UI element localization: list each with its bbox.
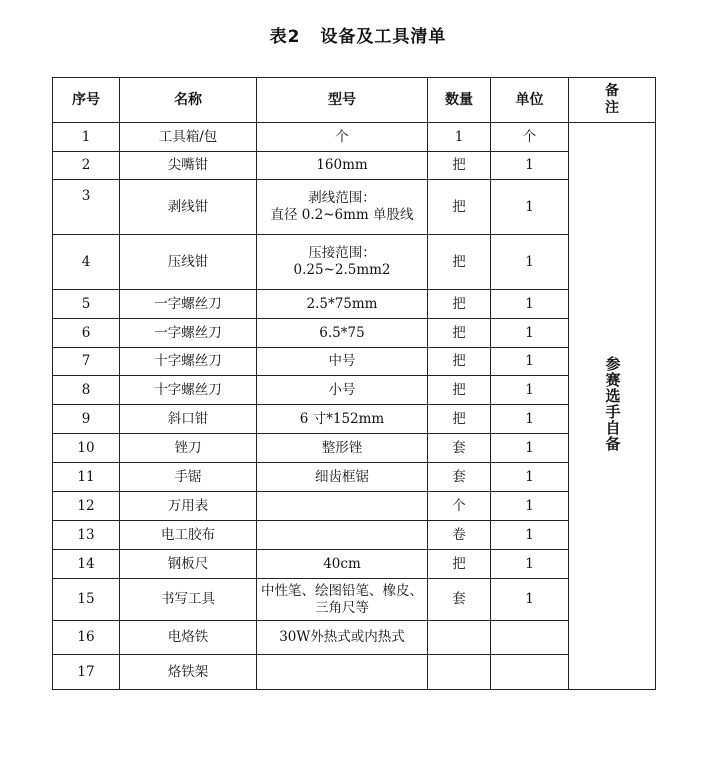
header-index: 序号: [53, 78, 120, 123]
row-index: 15: [53, 579, 120, 621]
header-row: [53, 78, 656, 123]
row-qty: 1: [428, 123, 491, 152]
row-unit: 1: [491, 376, 569, 405]
row-model-line: 中号: [328, 353, 356, 369]
row-unit: [491, 621, 569, 655]
row-model: [257, 235, 428, 290]
row-model: [257, 579, 428, 621]
row-model: [257, 348, 428, 376]
row-index: 3: [53, 180, 120, 235]
row-qty: 把: [428, 376, 491, 405]
header-model: 型号: [257, 78, 428, 123]
row-qty: 把: [428, 405, 491, 434]
row-index: 7: [53, 348, 120, 376]
row-unit: 1: [491, 348, 569, 376]
table-row: [53, 180, 656, 235]
row-model: [257, 405, 428, 434]
table-row: [53, 123, 656, 152]
row-unit: 1: [491, 319, 569, 348]
row-model-line: 160mm: [316, 157, 368, 173]
row-qty: [428, 621, 491, 655]
row-unit: 1: [491, 180, 569, 235]
header-unit: 单位: [491, 78, 569, 123]
row-model-line: 40cm: [323, 555, 361, 572]
row-name: 一字螺丝刀: [120, 290, 257, 319]
row-name: 电工胶布: [120, 521, 257, 550]
table-row: [53, 579, 656, 621]
row-name: 手锯: [120, 463, 257, 492]
row-name: 十字螺丝刀: [120, 376, 257, 405]
row-unit: 1: [491, 463, 569, 492]
row-qty: 套: [428, 434, 491, 463]
row-unit: 1: [491, 152, 569, 180]
row-unit: 1: [491, 405, 569, 434]
row-qty: 把: [428, 348, 491, 376]
table-row: [53, 152, 656, 180]
row-qty: 把: [428, 180, 491, 235]
table-row: [53, 550, 656, 579]
row-model: [257, 463, 428, 492]
row-model: [257, 434, 428, 463]
table-row: [53, 235, 656, 290]
row-qty: [428, 655, 491, 690]
row-qty: 套: [428, 463, 491, 492]
row-index: 10: [53, 434, 120, 463]
row-name: 斜口钳: [120, 405, 257, 434]
row-name: 烙铁架: [120, 655, 257, 690]
row-model: [257, 550, 428, 579]
row-model-line: 6 寸*152mm: [299, 410, 385, 427]
table-row: [53, 405, 656, 434]
row-name: 万用表: [120, 492, 257, 521]
row-index: 14: [53, 550, 120, 579]
table-title: [0, 22, 716, 47]
row-unit: 1: [491, 290, 569, 319]
row-index: 17: [53, 655, 120, 690]
table-number: 表2: [269, 27, 301, 47]
table-row: [53, 463, 656, 492]
row-qty: 把: [428, 319, 491, 348]
row-index: 11: [53, 463, 120, 492]
row-model-line: 细齿框锯: [315, 468, 369, 485]
row-unit: 1: [491, 235, 569, 290]
row-unit: 1: [491, 521, 569, 550]
row-model-line: 6.5*75: [319, 324, 365, 341]
row-model-line: 30W外热式或内热式: [279, 629, 405, 645]
row-index: 4: [53, 235, 120, 290]
row-name: 钢板尺: [120, 550, 257, 579]
row-model-line: 剥线范围：: [308, 190, 376, 206]
table-row: [53, 655, 656, 690]
row-index: 1: [53, 123, 120, 152]
row-index: 16: [53, 621, 120, 655]
header-name: 名称: [120, 78, 257, 123]
table-row: [53, 521, 656, 550]
row-name: 十字螺丝刀: [120, 348, 257, 376]
row-model: [257, 655, 428, 690]
row-index: 9: [53, 405, 120, 434]
row-index: 13: [53, 521, 120, 550]
table-title-text: 设备及工具清单: [320, 27, 447, 47]
row-index: 6: [53, 319, 120, 348]
row-model: [257, 376, 428, 405]
row-unit: 1: [491, 492, 569, 521]
row-qty: 把: [428, 152, 491, 180]
row-index: 12: [53, 492, 120, 521]
row-name: 一字螺丝刀: [120, 319, 257, 348]
row-index: 5: [53, 290, 120, 319]
row-model-line: 三角尺等: [315, 599, 369, 616]
equipment-table: [52, 77, 656, 690]
table-row: [53, 348, 656, 376]
row-model: [257, 319, 428, 348]
row-qty: 个: [428, 492, 491, 521]
header-qty: 数量: [428, 78, 491, 123]
notes-cell: [569, 123, 656, 690]
row-model: [257, 152, 428, 180]
row-model-line: 小号: [328, 381, 356, 398]
row-qty: 把: [428, 550, 491, 579]
row-qty: 把: [428, 235, 491, 290]
row-model-line: 个: [335, 128, 349, 145]
row-name: 压线钳: [120, 235, 257, 290]
row-model: [257, 492, 428, 521]
row-unit: 1: [491, 579, 569, 621]
row-name: 锉刀: [120, 434, 257, 463]
row-unit: 1: [491, 550, 569, 579]
table-row: [53, 290, 656, 319]
row-unit: 个: [491, 123, 569, 152]
header-notes-line1: 备: [605, 83, 619, 99]
row-model-line: 中性笔、绘图铅笔、橡皮、: [261, 582, 423, 599]
row-index: 2: [53, 152, 120, 180]
row-model: [257, 290, 428, 319]
row-qty: 卷: [428, 521, 491, 550]
row-unit: [491, 655, 569, 690]
table-row: [53, 376, 656, 405]
row-qty: 套: [428, 579, 491, 621]
row-model: [257, 521, 428, 550]
table-row: [53, 492, 656, 521]
table-row: [53, 621, 656, 655]
row-model-line: 压接范围：: [308, 245, 376, 261]
row-index: 8: [53, 376, 120, 405]
row-model-line: 整形锉: [321, 439, 363, 456]
header-notes-line2: 注: [605, 100, 619, 116]
row-model: [257, 180, 428, 235]
row-name: 电烙铁: [120, 621, 257, 655]
row-model-line: 直径 0.2~6mm 单股线: [270, 207, 414, 223]
table-row: [53, 434, 656, 463]
row-model: [257, 123, 428, 152]
table-row: [53, 319, 656, 348]
row-model: [257, 621, 428, 655]
notes-value: 参赛选手自备: [603, 355, 622, 452]
header-notes: [569, 78, 656, 123]
row-name: 剥线钳: [120, 180, 257, 235]
row-unit: 1: [491, 434, 569, 463]
row-model-line: 0.25~2.5mm2: [293, 262, 391, 278]
row-name: 工具箱/包: [120, 123, 257, 152]
row-model-line: 2.5*75mm: [306, 295, 378, 312]
row-qty: 把: [428, 290, 491, 319]
row-name: 书写工具: [120, 579, 257, 621]
row-name: 尖嘴钳: [120, 152, 257, 180]
